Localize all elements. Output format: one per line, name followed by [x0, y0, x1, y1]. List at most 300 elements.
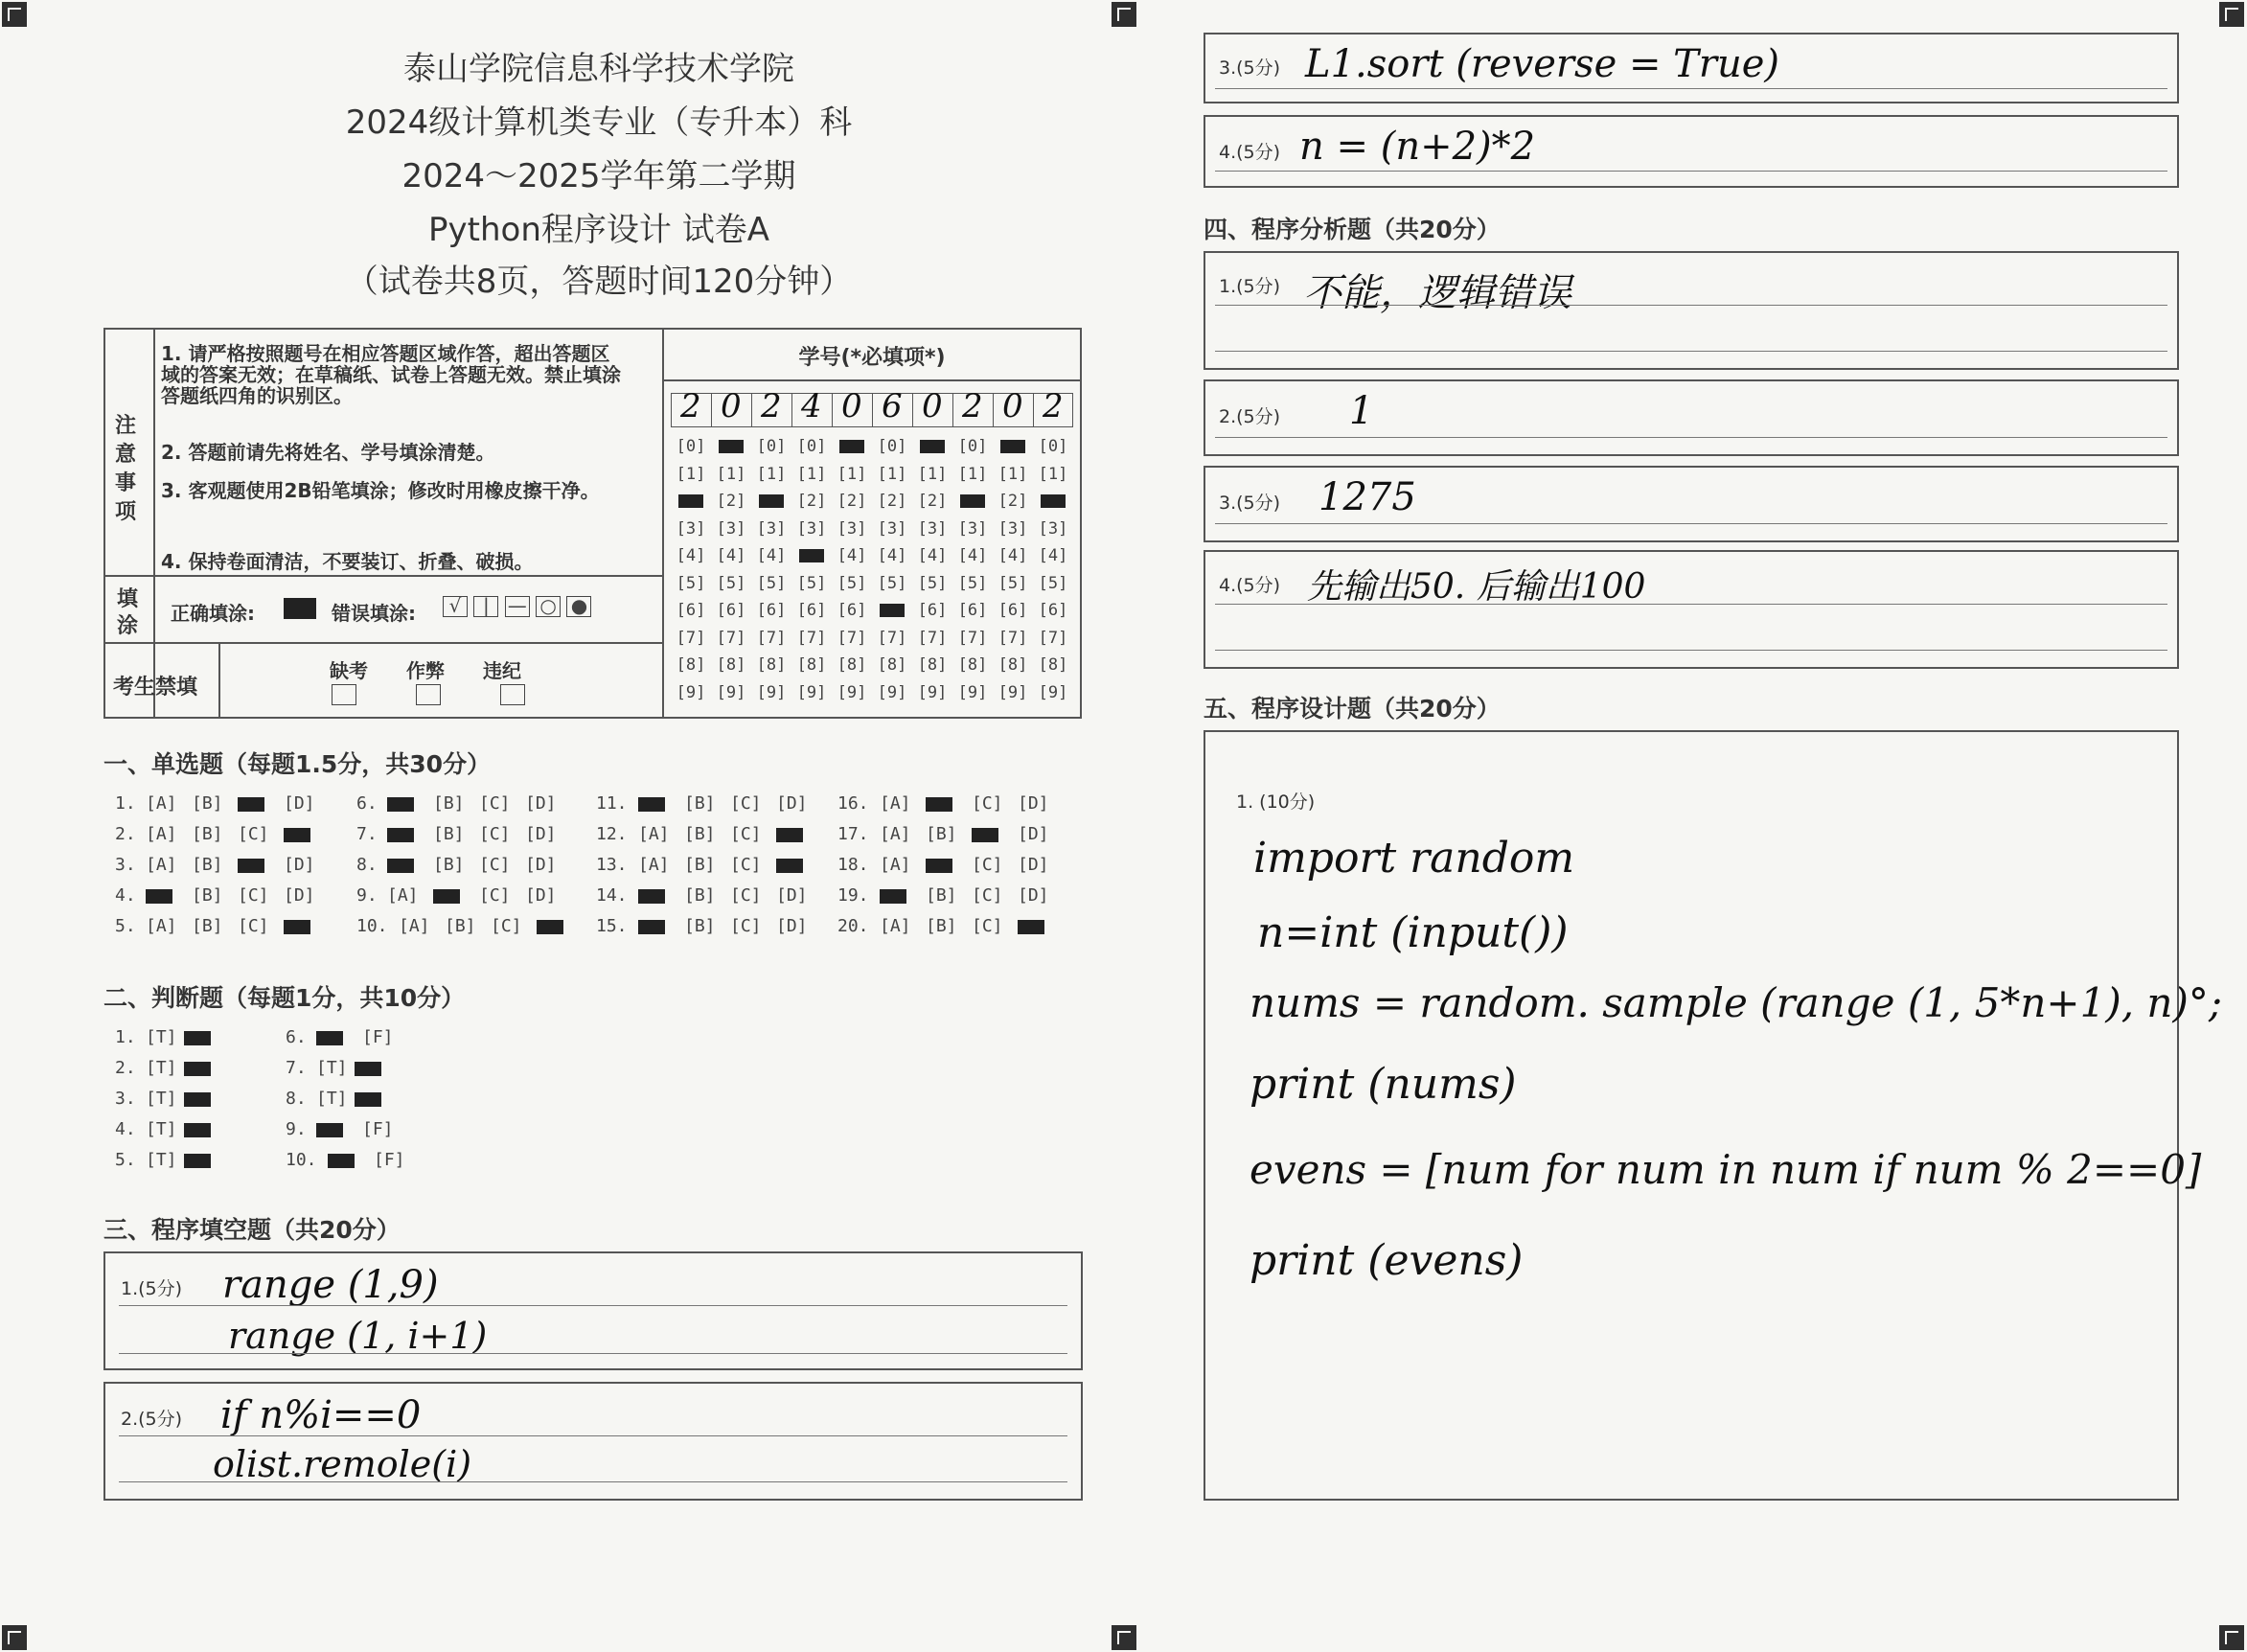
analysis-q4-rule2	[1215, 650, 2167, 651]
mcq-number: 12.	[596, 824, 628, 844]
student-id-bubble[interactable]: [4]	[1038, 546, 1068, 565]
student-id-bubble-column	[1033, 433, 1073, 706]
mcq-filled-option[interactable]	[1018, 920, 1044, 934]
student-id-digit: 6	[882, 387, 903, 425]
student-id-bubble[interactable]: [3]	[676, 518, 706, 539]
student-id-bubble[interactable]: [8]	[796, 655, 827, 675]
student-id-bubble[interactable]: [8]	[877, 655, 907, 675]
student-id-bubble[interactable]: [4]	[756, 546, 787, 565]
mcq-option[interactable]: [C]	[479, 885, 511, 906]
mcq-row	[837, 885, 1064, 906]
corner-marker-top-middle	[1112, 2, 1136, 27]
student-id-bubble[interactable]: [4]	[997, 546, 1028, 565]
fill-blank-q2-rule2	[119, 1481, 1067, 1482]
student-id-bubble[interactable]: [0]	[957, 437, 988, 456]
notice-item-4: 4. 保持卷面清洁，不要装订、折叠、破损。	[161, 550, 534, 573]
student-id-bubble[interactable]: [7]	[997, 628, 1028, 648]
tf-row	[286, 1027, 401, 1047]
mcq-filled-option[interactable]	[387, 828, 414, 842]
student-id-bubble[interactable]: [3]	[877, 518, 907, 539]
tf-option[interactable]: [T]	[146, 1119, 177, 1139]
mcq-filled-option[interactable]	[638, 797, 665, 812]
mcq-number: 5.	[115, 916, 136, 936]
notice-row-divider-1	[103, 575, 664, 577]
mcq-row	[356, 855, 571, 875]
exam-info: （试卷共8页，答题时间120分钟）	[345, 263, 853, 301]
fill-blank-q3-rule	[1215, 88, 2167, 89]
mcq-option[interactable]: [A]	[638, 824, 670, 844]
mcq-option[interactable]: [C]	[730, 824, 762, 844]
mcq-option[interactable]: [B]	[684, 855, 716, 875]
mcq-filled-option[interactable]	[146, 889, 172, 904]
design-code-line-6: print (evens)	[1250, 1236, 1524, 1285]
cheat-checkbox[interactable]	[416, 684, 441, 705]
student-id-filled-bubble[interactable]	[1041, 494, 1066, 508]
tf-option[interactable]: [F]	[362, 1119, 394, 1139]
mcq-row	[115, 916, 330, 936]
student-id-bubble[interactable]: [4]	[877, 546, 907, 565]
tf-number: 9.	[286, 1119, 307, 1139]
mcq-option[interactable]: [C]	[972, 916, 1003, 936]
mcq-filled-option[interactable]	[238, 797, 264, 812]
mcq-number: 8.	[356, 855, 378, 875]
mcq-option[interactable]: [D]	[1018, 855, 1049, 875]
student-id-bubble[interactable]: [5]	[997, 573, 1028, 593]
tf-option[interactable]: [T]	[146, 1089, 177, 1109]
student-id-bubble[interactable]: [6]	[676, 601, 706, 620]
mcq-option[interactable]: [D]	[1018, 824, 1049, 844]
student-id-filled-bubble[interactable]	[880, 604, 905, 617]
student-id-bubble[interactable]: [2]	[837, 492, 867, 511]
mcq-option[interactable]: [B]	[684, 885, 716, 906]
tf-number: 5.	[115, 1150, 136, 1170]
student-id-bubble[interactable]: [0]	[676, 437, 706, 456]
mcq-option[interactable]: [B]	[192, 885, 223, 906]
student-id-bubble[interactable]: [6]	[756, 601, 787, 620]
analysis-q1-rule1	[1215, 305, 2167, 306]
student-id-bubble[interactable]: [7]	[877, 628, 907, 648]
student-id-bubble[interactable]: [3]	[997, 518, 1028, 539]
mcq-option[interactable]: [D]	[525, 793, 557, 814]
mcq-number: 16.	[837, 793, 869, 814]
student-id-bubble[interactable]: [1]	[997, 464, 1028, 484]
wrong-check-mark-icon: √	[443, 596, 468, 617]
tf-number: 8.	[286, 1089, 307, 1109]
mcq-option[interactable]: [B]	[192, 855, 223, 875]
notice-item-2: 2. 答题前请先将姓名、学号填涂清楚。	[161, 441, 495, 464]
mcq-option[interactable]: [B]	[433, 824, 465, 844]
mcq-option[interactable]: [A]	[146, 793, 177, 814]
mcq-number: 3.	[115, 855, 136, 875]
mcq-option[interactable]: [C]	[238, 885, 269, 906]
student-id-bubble[interactable]: [1]	[917, 464, 948, 484]
mcq-number: 4.	[115, 885, 136, 906]
mcq-option[interactable]: [C]	[479, 855, 511, 875]
fill-blank-q2-rule1	[119, 1435, 1067, 1436]
student-id-bubble[interactable]: [6]	[716, 601, 746, 620]
tf-filled-option[interactable]	[355, 1092, 381, 1107]
tf-number: 1.	[115, 1027, 136, 1047]
mcq-filled-option[interactable]	[972, 828, 998, 842]
correct-fill-sample	[284, 598, 316, 619]
violation-checkbox[interactable]	[500, 684, 525, 705]
mcq-option[interactable]: [D]	[525, 855, 557, 875]
cheat-label: 作弊	[406, 659, 445, 682]
mcq-filled-option[interactable]	[776, 859, 803, 873]
student-id-bubble[interactable]: [6]	[1038, 601, 1068, 620]
mcq-row	[837, 824, 1064, 844]
student-id-filled-bubble[interactable]	[1000, 440, 1025, 453]
correct-fill-label: 正确填涂:	[171, 602, 255, 625]
student-id-bubble[interactable]: [1]	[957, 464, 988, 484]
mcq-row	[596, 885, 822, 906]
mcq-option[interactable]: [C]	[238, 824, 269, 844]
student-id-bubble[interactable]: [7]	[716, 628, 746, 648]
mcq-option[interactable]: [D]	[525, 824, 557, 844]
student-id-digit: 2	[1043, 387, 1064, 425]
mcq-filled-option[interactable]	[776, 828, 803, 842]
mcq-option[interactable]: [B]	[684, 824, 716, 844]
student-id-bubble[interactable]: [1]	[676, 464, 706, 484]
course-title: Python程序设计 试卷A	[428, 211, 769, 249]
mcq-option[interactable]: [A]	[387, 885, 419, 906]
student-id-header-divider	[662, 379, 1082, 381]
student-id-bubble[interactable]: [0]	[877, 437, 907, 456]
mcq-option[interactable]: [A]	[146, 824, 177, 844]
student-id-digit: 0	[721, 387, 742, 425]
mcq-row	[115, 824, 330, 844]
mcq-number: 19.	[837, 885, 869, 906]
student-id-bubble-column	[912, 433, 952, 706]
mcq-option[interactable]: [B]	[192, 916, 223, 936]
student-id-bubble[interactable]: [2]	[877, 492, 907, 511]
student-id-bubble[interactable]: [1]	[796, 464, 827, 484]
student-id-digit: 0	[922, 387, 943, 425]
student-id-bubble[interactable]: [9]	[796, 682, 827, 702]
student-id-bubble[interactable]: [7]	[676, 628, 706, 648]
student-id-bubble[interactable]: [3]	[796, 518, 827, 539]
mcq-filled-option[interactable]	[387, 859, 414, 873]
fill-blank-q1-line1: range (1,9)	[222, 1263, 439, 1307]
student-id-filled-bubble[interactable]	[799, 549, 824, 562]
mcq-option[interactable]: [D]	[525, 885, 557, 906]
mcq-row	[596, 793, 822, 814]
mcq-filled-option[interactable]	[537, 920, 563, 934]
student-id-filled-bubble[interactable]	[960, 494, 985, 508]
student-id-bubble-column	[791, 433, 832, 706]
mcq-option[interactable]: [B]	[684, 916, 716, 936]
student-id-filled-bubble[interactable]	[719, 440, 744, 453]
student-id-bubble[interactable]: [3]	[837, 518, 867, 539]
fill-blank-q2-label: 2.(5分)	[121, 1409, 183, 1430]
mcq-option[interactable]: [D]	[1018, 885, 1049, 906]
student-id-bubble[interactable]: [4]	[957, 546, 988, 565]
tf-filled-option[interactable]	[355, 1062, 381, 1076]
design-code-line-2: n=int (input())	[1257, 908, 1569, 957]
fill-blank-q1-line2: range (1, i+1)	[228, 1315, 488, 1357]
section2-title: 二、判断题（每题1分，共10分）	[103, 984, 466, 1012]
tf-option[interactable]: [T]	[316, 1089, 348, 1109]
student-id-bubble[interactable]: [4]	[837, 546, 867, 565]
mcq-row	[356, 885, 571, 906]
student-id-bubble[interactable]: [4]	[917, 546, 948, 565]
term-title: 2024～2025学年第二学期	[401, 157, 796, 195]
mcq-option[interactable]: [D]	[776, 793, 808, 814]
student-id-bubble[interactable]: [5]	[796, 573, 827, 593]
mcq-number: 10.	[356, 916, 388, 936]
student-id-bubble[interactable]: [5]	[756, 573, 787, 593]
mcq-option[interactable]: [C]	[972, 885, 1003, 906]
analysis-q2-rule	[1215, 437, 2167, 438]
student-id-bubble[interactable]: [6]	[917, 601, 948, 620]
mcq-option[interactable]: [B]	[926, 885, 957, 906]
student-id-bubble[interactable]: [8]	[917, 655, 948, 675]
student-id-bubble[interactable]: [9]	[997, 682, 1028, 702]
tf-filled-option[interactable]	[316, 1123, 343, 1137]
mcq-option[interactable]: [D]	[284, 885, 315, 906]
mcq-option[interactable]: [D]	[776, 916, 808, 936]
tf-filled-option[interactable]	[184, 1154, 211, 1168]
student-id-bubble[interactable]: [7]	[917, 628, 948, 648]
mcq-filled-option[interactable]	[926, 859, 952, 873]
student-id-bubble[interactable]: [1]	[877, 464, 907, 484]
absent-checkbox[interactable]	[332, 684, 356, 705]
student-id-bubble[interactable]: [7]	[837, 628, 867, 648]
fill-blank-q4-label: 4.(5分)	[1219, 142, 1281, 163]
mcq-option[interactable]: [A]	[880, 855, 911, 875]
student-id-bubble[interactable]: [3]	[1038, 518, 1068, 539]
student-id-bubble[interactable]: [9]	[917, 682, 948, 702]
mcq-option[interactable]: [B]	[192, 824, 223, 844]
student-id-digit-separator	[993, 393, 994, 427]
mcq-option[interactable]: [C]	[238, 916, 269, 936]
mcq-option[interactable]: [B]	[433, 855, 465, 875]
student-id-header: 学号(*必填项*)	[798, 346, 946, 370]
tf-number: 6.	[286, 1027, 307, 1047]
mcq-filled-option[interactable]	[284, 828, 310, 842]
student-id-bubble[interactable]: [1]	[716, 464, 746, 484]
tf-filled-option[interactable]	[328, 1154, 355, 1168]
mcq-option[interactable]: [D]	[1018, 793, 1049, 814]
student-id-bubble[interactable]: [9]	[716, 682, 746, 702]
student-id-bubble[interactable]: [1]	[756, 464, 787, 484]
design-code-line-4: print (nums)	[1250, 1060, 1517, 1109]
tf-option[interactable]: [T]	[146, 1058, 177, 1078]
student-id-bubble[interactable]: [8]	[997, 655, 1028, 675]
student-id-bubble[interactable]: [5]	[676, 573, 706, 593]
student-id-bubble[interactable]: [8]	[1038, 655, 1068, 675]
mcq-option[interactable]: [D]	[284, 855, 315, 875]
mcq-option[interactable]: [C]	[479, 793, 511, 814]
analysis-q4-answer: 先输出50. 后输出100	[1307, 567, 1646, 607]
mcq-option[interactable]: [A]	[638, 855, 670, 875]
student-id-bubble[interactable]: [0]	[1038, 437, 1068, 456]
mcq-option[interactable]: [A]	[399, 916, 430, 936]
student-id-bubble[interactable]: [6]	[796, 601, 827, 620]
student-id-bubble[interactable]: [5]	[1038, 573, 1068, 593]
student-id-bubble[interactable]: [8]	[837, 655, 867, 675]
corner-marker-bottom-left	[2, 1625, 27, 1650]
section4-title: 四、程序分析题（共20分）	[1204, 216, 1501, 243]
student-id-bubble[interactable]: [7]	[1038, 628, 1068, 648]
mcq-option[interactable]: [C]	[730, 793, 762, 814]
student-id-bubble[interactable]: [5]	[837, 573, 867, 593]
mcq-row	[837, 855, 1064, 875]
student-id-bubble[interactable]: [2]	[917, 492, 948, 511]
mcq-number: 2.	[115, 824, 136, 844]
mcq-option[interactable]: [C]	[972, 855, 1003, 875]
mcq-option[interactable]: [C]	[479, 824, 511, 844]
mcq-option[interactable]: [B]	[926, 916, 957, 936]
mcq-filled-option[interactable]	[638, 889, 665, 904]
mcq-number: 17.	[837, 824, 869, 844]
fill-blank-q1-label: 1.(5分)	[121, 1278, 183, 1299]
student-id-bubble[interactable]: [6]	[837, 601, 867, 620]
student-id-bubble[interactable]: [5]	[877, 573, 907, 593]
student-id-digit-separator	[832, 393, 833, 427]
mcq-option[interactable]: [C]	[491, 916, 522, 936]
tf-filled-option[interactable]	[184, 1123, 211, 1137]
tf-option[interactable]: [T]	[146, 1150, 177, 1170]
student-id-bubble[interactable]: [8]	[676, 655, 706, 675]
student-id-filled-bubble[interactable]	[920, 440, 945, 453]
student-id-bubble[interactable]: [4]	[676, 546, 706, 565]
mcq-option[interactable]: [B]	[684, 793, 716, 814]
mcq-option[interactable]: [D]	[284, 793, 315, 814]
student-id-bubble[interactable]: [9]	[676, 682, 706, 702]
mcq-option[interactable]: [C]	[730, 885, 762, 906]
student-id-bubble[interactable]: [4]	[716, 546, 746, 565]
student-id-bubble[interactable]: [5]	[957, 573, 988, 593]
wrong-circle-mark-icon: ○	[536, 596, 561, 617]
mcq-filled-option[interactable]	[387, 797, 414, 812]
student-id-bubble[interactable]: [5]	[917, 573, 948, 593]
student-id-bubble-column	[671, 433, 711, 706]
tf-option[interactable]: [T]	[146, 1027, 177, 1047]
analysis-q2-label: 2.(5分)	[1219, 406, 1281, 427]
mcq-number: 6.	[356, 793, 378, 814]
design-code-line-5: evens = [num for num in num if num % 2==0]	[1250, 1146, 2202, 1193]
mcq-filled-option[interactable]	[880, 889, 906, 904]
student-id-filled-bubble[interactable]	[678, 494, 703, 508]
tf-option[interactable]: [T]	[316, 1058, 348, 1078]
mcq-option[interactable]: [B]	[926, 824, 957, 844]
mcq-row	[115, 855, 330, 875]
mcq-option[interactable]: [A]	[880, 824, 911, 844]
student-id-bubble[interactable]: [6]	[957, 601, 988, 620]
design-code-line-1: import random	[1253, 834, 1575, 883]
student-id-bubble[interactable]: [1]	[1038, 464, 1068, 484]
student-id-bubble[interactable]: [1]	[837, 464, 867, 484]
tf-option[interactable]: [F]	[374, 1150, 405, 1170]
student-id-bubble[interactable]: [8]	[957, 655, 988, 675]
student-id-digit: 0	[1002, 387, 1023, 425]
mcq-filled-option[interactable]	[638, 920, 665, 934]
mcq-option[interactable]: [C]	[972, 793, 1003, 814]
tf-option[interactable]: [F]	[362, 1027, 394, 1047]
student-id-digit: 2	[680, 387, 701, 425]
tf-filled-option[interactable]	[184, 1031, 211, 1045]
student-id-bubble[interactable]: [7]	[957, 628, 988, 648]
student-id-bubble[interactable]: [2]	[716, 492, 746, 511]
mcq-filled-option[interactable]	[238, 859, 264, 873]
student-id-bubble[interactable]: [3]	[917, 518, 948, 539]
student-id-bubble-column	[751, 433, 791, 706]
tf-row	[115, 1027, 230, 1047]
student-id-bubble[interactable]: [9]	[837, 682, 867, 702]
student-id-bubble[interactable]: [9]	[877, 682, 907, 702]
mcq-option[interactable]: [A]	[146, 916, 177, 936]
tf-filled-option[interactable]	[316, 1031, 343, 1045]
mcq-option[interactable]: [C]	[730, 916, 762, 936]
student-id-bubble[interactable]: [7]	[796, 628, 827, 648]
student-id-bubble[interactable]: [2]	[997, 492, 1028, 511]
student-id-bubble[interactable]: [0]	[756, 437, 787, 456]
tf-filled-option[interactable]	[184, 1092, 211, 1107]
mcq-option[interactable]: [A]	[880, 793, 911, 814]
mcq-row	[356, 824, 571, 844]
analysis-q4-label: 4.(5分)	[1219, 575, 1281, 596]
student-id-filled-bubble[interactable]	[759, 494, 784, 508]
mcq-option[interactable]: [D]	[776, 885, 808, 906]
mcq-row	[837, 793, 1064, 814]
design-code-line-3: nums = random. sample (range (1, 5*n+1), n)°;	[1250, 979, 2222, 1026]
mcq-number: 15.	[596, 916, 628, 936]
mcq-option[interactable]: [B]	[445, 916, 476, 936]
student-id-bubble[interactable]: [8]	[716, 655, 746, 675]
mcq-option[interactable]: [B]	[192, 793, 223, 814]
mcq-option[interactable]: [A]	[146, 855, 177, 875]
student-id-bubble[interactable]: [3]	[957, 518, 988, 539]
student-id-filled-bubble[interactable]	[839, 440, 864, 453]
student-id-bubble[interactable]: [9]	[957, 682, 988, 702]
fill-blank-q4-answer: n = (n+2)*2	[1299, 125, 1536, 169]
fill-side-label: 填涂	[117, 587, 139, 638]
student-id-bubble[interactable]: [3]	[716, 518, 746, 539]
mcq-option[interactable]: [C]	[730, 855, 762, 875]
student-id-bubble[interactable]: [3]	[756, 518, 787, 539]
fill-blank-q2-line1: if n%i==0	[220, 1393, 422, 1437]
analysis-q4-rule1	[1215, 604, 2167, 605]
mcq-option[interactable]: [A]	[880, 916, 911, 936]
mcq-filled-option[interactable]	[284, 920, 310, 934]
student-id-bubble[interactable]: [6]	[997, 601, 1028, 620]
student-id-digit-separator	[1033, 393, 1034, 427]
tf-filled-option[interactable]	[184, 1062, 211, 1076]
mcq-number: 14.	[596, 885, 628, 906]
mcq-number: 18.	[837, 855, 869, 875]
student-id-bubble[interactable]: [8]	[756, 655, 787, 675]
mcq-number: 9.	[356, 885, 378, 906]
student-id-bubble[interactable]: [5]	[716, 573, 746, 593]
mcq-filled-option[interactable]	[433, 889, 460, 904]
student-id-bubble[interactable]: [9]	[1038, 682, 1068, 702]
student-id-bubble[interactable]: [0]	[796, 437, 827, 456]
mcq-option[interactable]: [B]	[433, 793, 465, 814]
student-id-digit-separator	[791, 393, 792, 427]
grade-title: 2024级计算机类专业（专升本）科	[345, 103, 853, 142]
student-id-bubble[interactable]: [2]	[796, 492, 827, 511]
student-id-bubble[interactable]: [9]	[756, 682, 787, 702]
forbid-divider	[218, 642, 220, 719]
analysis-q1-answer: 不能，逻辑错误	[1303, 271, 1571, 315]
fill-blank-q3-answer: L1.sort (reverse = True)	[1305, 42, 1780, 86]
student-id-digit-separator	[711, 393, 712, 427]
student-id-bubble[interactable]: [7]	[756, 628, 787, 648]
wrong-fill-label: 错误填涂:	[332, 602, 416, 625]
mcq-filled-option[interactable]	[926, 797, 952, 812]
corner-marker-bottom-middle	[1112, 1625, 1136, 1650]
